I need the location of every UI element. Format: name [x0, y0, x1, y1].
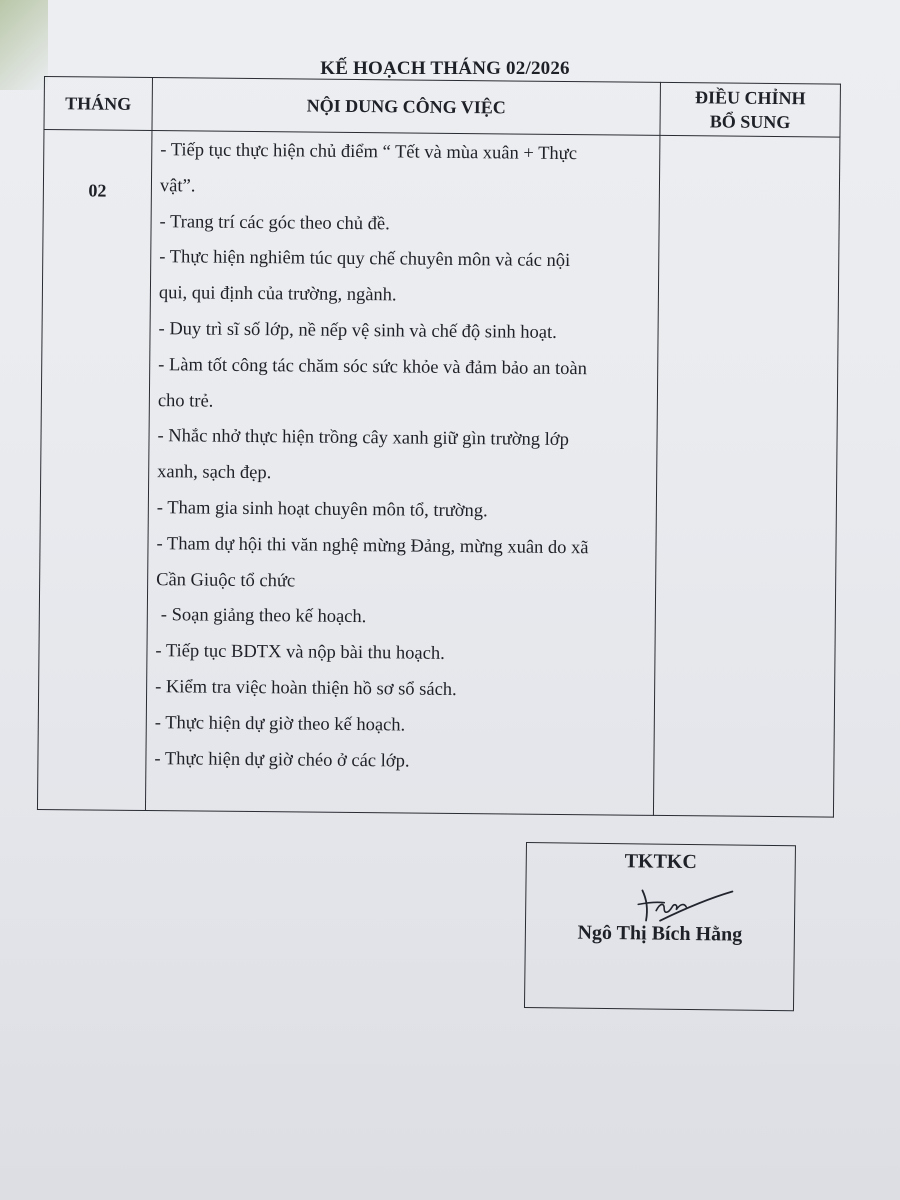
task-line: xanh, sạch đẹp.	[157, 462, 272, 484]
table-header-row	[44, 77, 840, 138]
handwritten-signature	[634, 880, 735, 927]
adjust-cell	[653, 135, 840, 817]
task-line: Cần Giuộc tổ chức	[156, 569, 296, 591]
task-line: - Thực hiện dự giờ theo kế hoạch.	[154, 712, 406, 736]
task-line: - Làm tốt công tác chăm sóc sức khỏe và đảm bảo an toàn	[158, 354, 588, 380]
signer-name: Ngô Thị Bích Hằng	[577, 921, 743, 946]
month-cell: 02	[37, 130, 152, 811]
signature-box	[524, 842, 796, 1011]
content-cell	[145, 131, 660, 816]
task-line: - Tiếp tục thực hiện chủ điểm “ Tết và mùa xuân + Thực	[160, 140, 578, 165]
header-adjust-line2: BỔ SUNG	[709, 111, 791, 133]
task-line: - Kiểm tra việc hoàn thiện hồ sơ sổ sách.	[155, 677, 457, 700]
task-line: - Soạn giảng theo kế hoạch.	[160, 605, 367, 628]
task-line: qui, qui định của trường, ngành.	[158, 283, 397, 306]
photo-edge-shadow	[0, 0, 48, 90]
header-adjust	[660, 82, 841, 137]
task-line: - Thực hiện nghiêm túc quy chế chuyên môn và các nội	[159, 247, 571, 272]
plan-table	[37, 76, 841, 818]
header-adjust-line1: ĐIỀU CHỈNH	[694, 87, 806, 109]
task-line: - Nhắc nhở thực hiện trồng cây xanh giữ gìn trường lớp	[157, 426, 569, 451]
task-line: - Tham dự hội thi văn nghệ mừng Đảng, mừng xuân do xã	[156, 533, 589, 559]
task-line: - Trang trí các góc theo chủ đề.	[159, 211, 390, 234]
header-content: NỘI DUNG CÔNG VIỆC	[152, 78, 660, 136]
task-line: - Tiếp tục BDTX và nộp bài thu hoạch.	[155, 641, 445, 665]
table-row	[37, 130, 839, 818]
task-line: cho trẻ.	[157, 390, 214, 412]
signer-role: TKTKC	[624, 850, 698, 874]
task-line: - Thực hiện dự giờ chéo ở các lớp.	[154, 748, 410, 772]
document-title: KẾ HOẠCH THÁNG 02/2026	[320, 58, 570, 79]
task-line: - Duy trì sĩ số lớp, nề nếp vệ sinh và chế độ sinh hoạt.	[158, 319, 557, 343]
header-month: THÁNG	[44, 77, 153, 131]
task-line: vật”.	[159, 175, 196, 197]
task-line: - Tham gia sinh hoạt chuyên môn tổ, trường.	[156, 498, 488, 522]
